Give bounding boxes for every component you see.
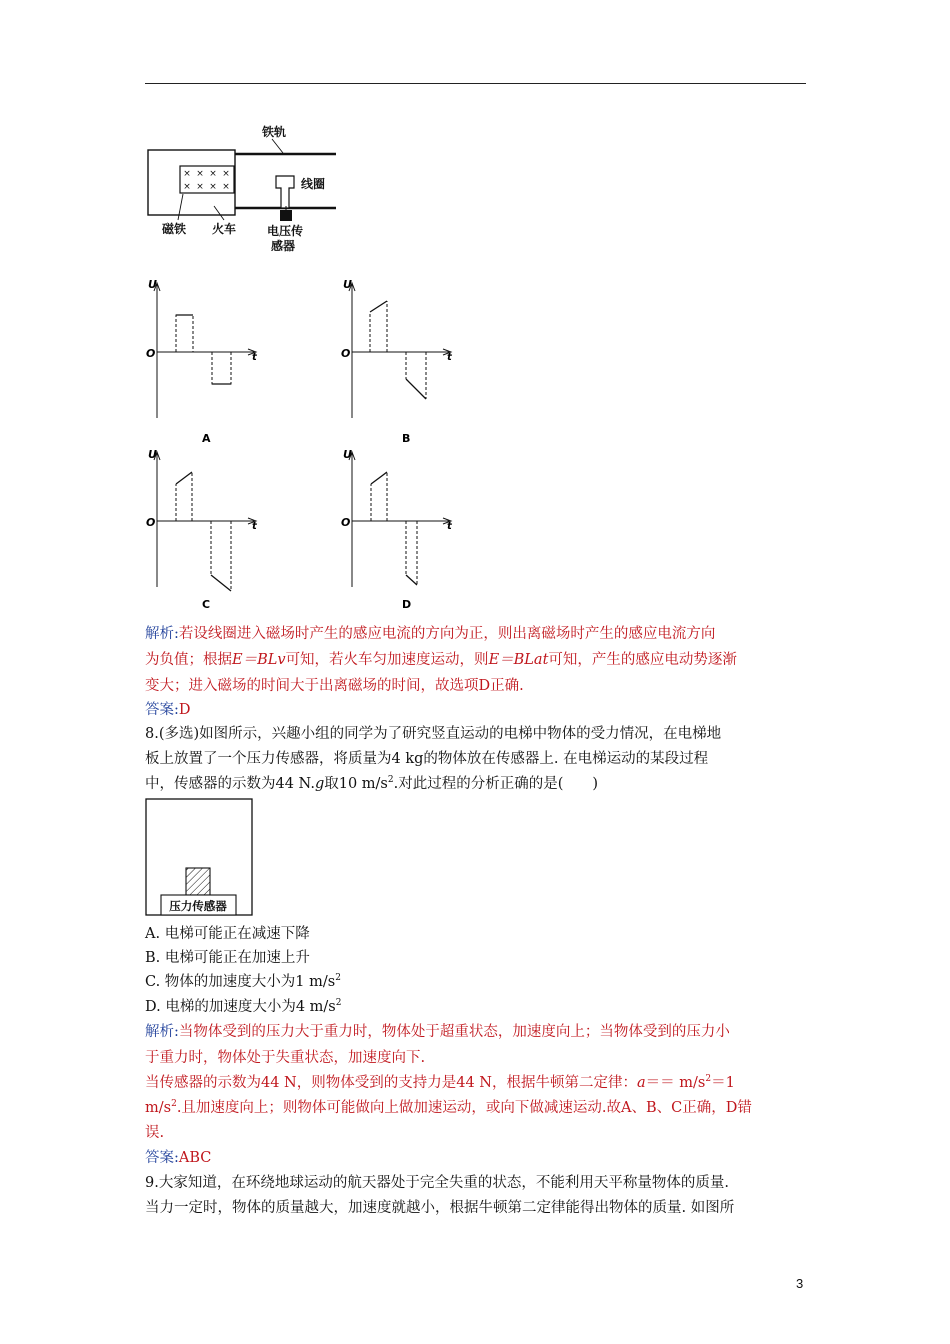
graph-d-label: D — [402, 598, 412, 611]
train-label: 火车 — [212, 222, 237, 236]
formula-e-blv: E＝BLv — [232, 652, 286, 668]
formula-e-blat: E＝BLat — [488, 652, 549, 668]
q9-stem-line1: 9.大家知道，在环绕地球运动的航天器处于完全失重的状态，不能利用天平称量物体的质量. — [145, 1175, 729, 1191]
graph-c-label: C — [202, 598, 211, 611]
sensor-label-1: 电压传 — [267, 224, 304, 238]
svg-text:×: × — [196, 182, 204, 192]
t-axis-label: t — [252, 352, 257, 363]
q8-option-d: D. 电梯的加速度大小为4 $m/s^2$ — [145, 998, 342, 1015]
origin-label: O — [146, 516, 156, 529]
q8-analysis-line5: 误. — [145, 1125, 165, 1141]
graph-a — [140, 272, 270, 452]
q8-stem-line1: 8.(多选)如图所示，兴趣小组的同学为了研究竖直运动的电梯中物体的受力情况，在电梯地 — [145, 726, 722, 742]
t-axis-label: t — [447, 521, 452, 532]
svg-text:×: × — [183, 169, 191, 179]
q8-answer: 答案:ABC — [145, 1150, 212, 1166]
q7-analysis-line3: 变大；进入磁场的时间大于出离磁场的时间，故选项D正确. — [145, 678, 524, 694]
q8-option-b: B. 电梯可能正在加速上升 — [145, 950, 310, 966]
q8-analysis-line4: $m/s^2$.且加速度向上；则物体可能做向上做加速运动，或向下做减速运动.故A、B、C正确，D错 — [145, 1099, 752, 1116]
q8-option-a: A. 电梯可能正在减速下降 — [145, 926, 310, 942]
q8-analysis-line3: 当传感器的示数为44 N，则物体受到的支持力是44 N，根据牛顿第二定律：$a== m/s^2=1$ — [145, 1074, 735, 1091]
origin-label: O — [146, 347, 156, 360]
elevator-figure — [145, 798, 255, 918]
rail-label: 铁轨 — [262, 125, 287, 139]
header-rule — [145, 83, 806, 84]
t-axis-label: t — [447, 352, 452, 363]
q9-stem-line2: 当力一定时，物体的质量越大，加速度就越小，根据牛顿第二定律能得出物体的质量. 如图所 — [145, 1200, 735, 1216]
graph-a-label: A — [202, 432, 211, 445]
svg-text:×: × — [222, 182, 230, 192]
svg-text:×: × — [209, 182, 217, 192]
svg-text:×: × — [196, 169, 204, 179]
magnet-label: 磁铁 — [162, 222, 187, 236]
origin-label: O — [341, 347, 351, 360]
page-number: 3 — [796, 1276, 804, 1291]
q7-analysis-line2: 为负值；根据E＝BLv可知，若火车匀加速度运动，则E＝BLat可知，产生的感应电动势逐渐 — [145, 652, 737, 668]
q8-analysis-line1: 解析:当物体受到的压力大于重力时，物体处于超重状态，加速度向上；当物体受到的压力小 — [145, 1024, 730, 1040]
coil-label: 线圈 — [301, 177, 326, 191]
graph-c — [140, 440, 270, 615]
svg-text:×: × — [222, 169, 230, 179]
u-axis-label: U — [148, 278, 157, 291]
train-figure — [140, 118, 350, 258]
u-axis-label: U — [148, 448, 157, 461]
q8-stem-line3: 中，传感器的示数为44 N.g取10 $m/s^2$.对此过程的分析正确的是( ) — [145, 775, 599, 792]
graph-b-label: B — [402, 432, 411, 445]
q7-analysis-line1: 解析:若设线圈进入磁场时产生的感应电流的方向为正，则出离磁场时产生的感应电流方向 — [145, 626, 716, 642]
q7-answer: 答案:D — [145, 702, 191, 718]
q8-stem-line2: 板上放置了一个压力传感器，将质量为4 kg的物体放在传感器上. 在电梯运动的某段过程 — [145, 751, 709, 767]
svg-text:×: × — [183, 182, 191, 192]
u-axis-label: U — [343, 278, 352, 291]
q8-option-c: C. 物体的加速度大小为1 $m/s^2$ — [145, 973, 341, 990]
q8-analysis-line2: 于重力时，物体处于失重状态，加速度向下. — [145, 1050, 426, 1066]
origin-label: O — [341, 516, 351, 529]
pressure-sensor-label: 压力传感器 — [169, 899, 227, 913]
graph-d — [335, 440, 465, 615]
q7-analysis-prefix: 解析: — [145, 626, 179, 642]
svg-text:×: × — [209, 169, 217, 179]
u-axis-label: U — [343, 448, 352, 461]
q8-analysis-prefix: 解析: — [145, 1024, 179, 1040]
graph-b — [335, 272, 465, 452]
sensor-label-2: 感器 — [271, 239, 296, 253]
t-axis-label: t — [252, 521, 257, 532]
